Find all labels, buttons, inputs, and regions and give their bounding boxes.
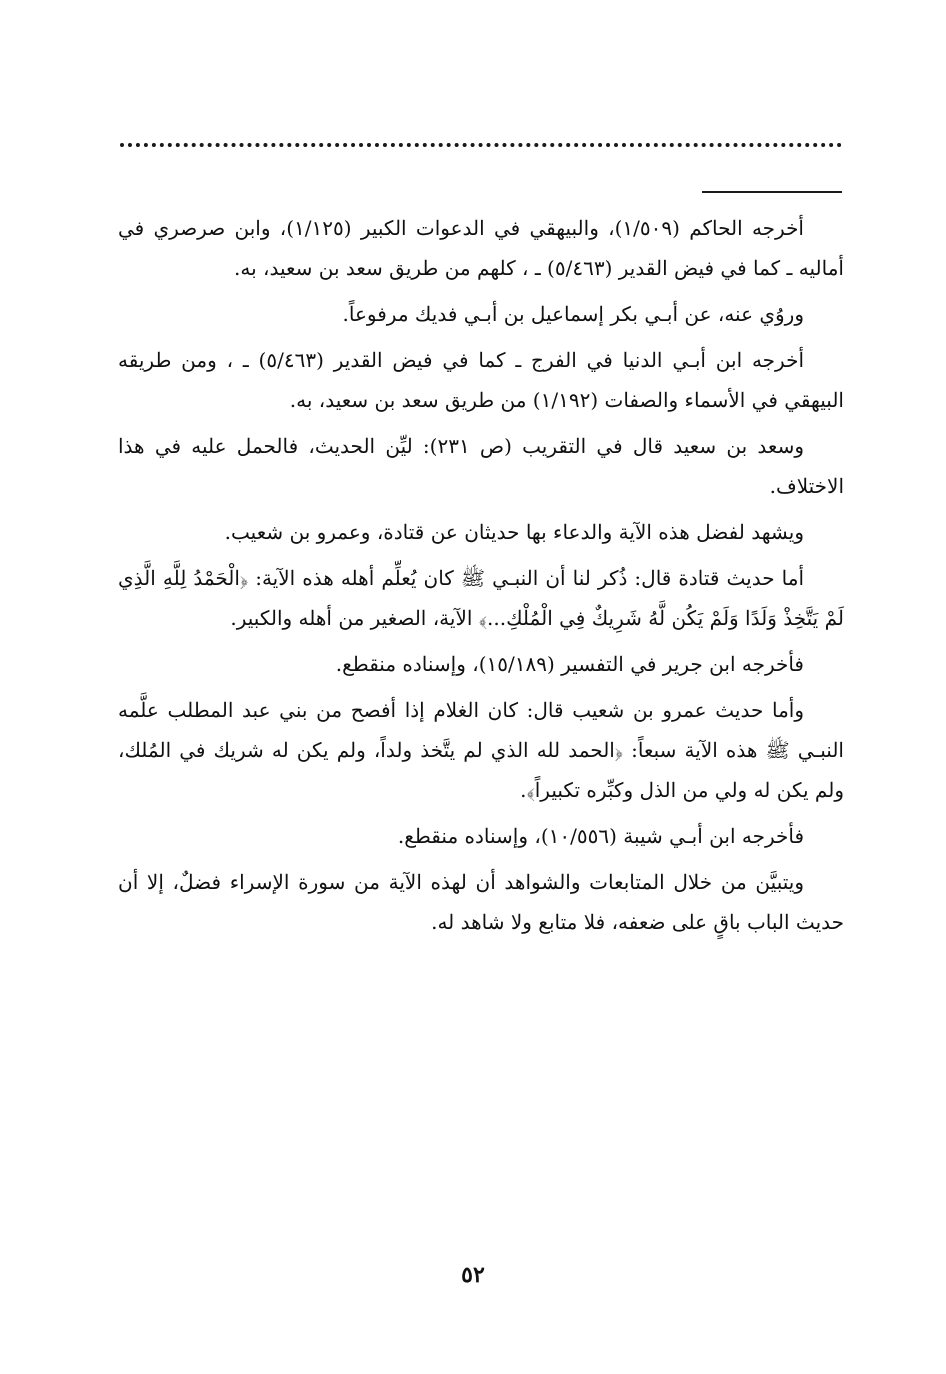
- paragraph-6: أما حديث قتادة قال: ذُكر لنا أن النبـي ﷺ كان يُعلِّم أهله هذه الآية: ﴿الْحَمْدُ لِلَّهِ الَّذِي لَمْ يَتَّخِذْ وَلَدًا وَلَمْ يَكُن لَّهُ شَرِيكٌ فِي الْمُلْكِ...﴾ الآية، الصغير من أهله والكبير.: [118, 566, 844, 630]
- paragraph-5: ويشهد لفضل هذه الآية والدعاء بها حديثان عن قتادة، وعمرو بن شعيب.: [224, 520, 804, 544]
- paragraph-10: ويتبيَّن من خلال المتابعات والشواهد أن لهذه الآية من سورة الإسراء فضلٌ، إلا أن حديث الباب باقٍ على ضعفه، فلا متابع ولا شاهد له.: [118, 870, 844, 934]
- paragraph-8: وأما حديث عمرو بن شعيب قال: كان الغلام إذا أفصح من بني عبد المطلب علَّمه النبـي ﷺ هذه الآية سبعاً: ﴿الحمد لله الذي لم يتَّخذ ولداً، ولم يكن له شريك في المُلك، ولم يكن له ولي من الذل وكبِّره تكبيراً﴾.: [118, 698, 844, 802]
- paragraph-4: وسعد بن سعيد قال في التقريب (ص ٢٣١): ليِّن الحديث، فالحمل عليه في هذا الاختلاف.: [118, 434, 844, 498]
- page-number: ٥٢: [461, 1262, 485, 1288]
- paragraph-9: فأخرجه ابن أبـي شيبة (١٠/٥٥٦)، وإسناده منقطع.: [397, 824, 804, 848]
- paragraph-3: أخرجه ابن أبـي الدنيا في الفرج ـ كما في فيض القدير (٥/٤٦٣) ـ ، ومن طريقه البيهقي في الأسماء والصفات (١/١٩٢) من طريق سعد بن سعيد، به.: [118, 348, 844, 412]
- footnote-separator-line: [702, 191, 842, 193]
- dotted-separator: [120, 143, 842, 147]
- page-body-text: [118, 208, 844, 948]
- paragraph-7: فأخرجه ابن جرير في التفسير (١٥/١٨٩)، وإسناده منقطع.: [335, 652, 804, 676]
- paragraph-2: وروُي عنه، عن أبـي بكر إسماعيل بن أبـي فديك مرفوعاً.: [342, 302, 804, 326]
- paragraph-1: أخرجه الحاكم (١/٥٠٩)، والبيهقي في الدعوات الكبير (١/١٢٥)، وابن صرصري في أماليه ـ كما في فيض القدير (٥/٤٦٣) ـ ، كلهم من طريق سعد بن سعيد، به.: [118, 216, 844, 280]
